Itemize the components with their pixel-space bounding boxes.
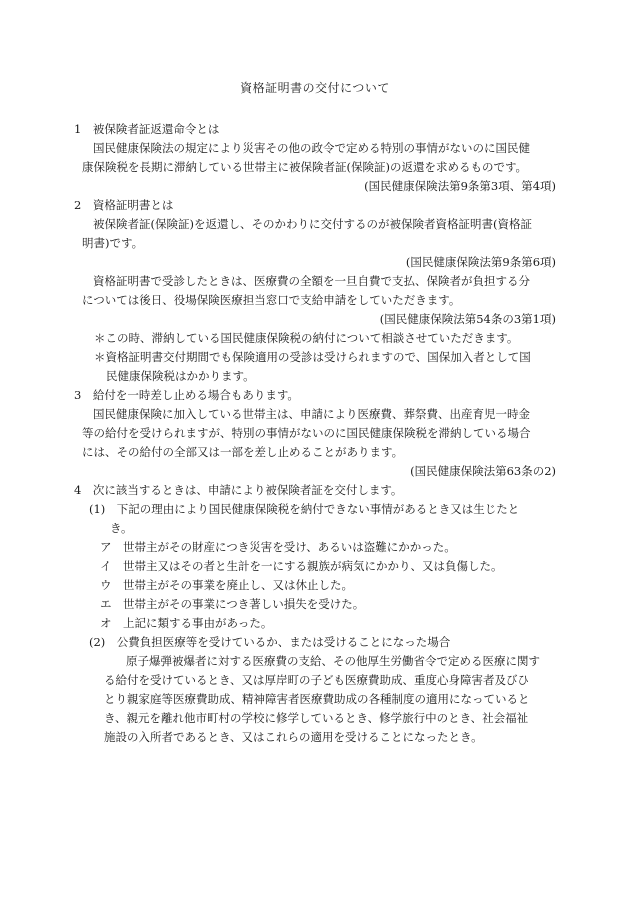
page-title: 資格証明書の交付について [240,81,390,95]
section-heading: 3 給付を一時差し止める場合もあります。 [74,388,299,402]
paragraph-line: については後日、役場保険医療担当窓口で支給申請をしていただきます。 [82,293,461,307]
note-line: ＊この時、滞納している国民健康保険税の納付について相談させていただきます。 [94,331,519,345]
paragraph-line: 等の給付を受けられますが、特別の事情がないのに国民健康保険税を滞納している場合 [82,426,531,440]
list-item: (2) 公費負担医療等を受けているか、または受けることになった場合 [89,635,451,649]
paragraph-line: き、親元を離れ他市町村の学校に修学しているとき、修学旅行中のとき、社会福祉 [104,711,529,725]
paragraph-line: には、その給付の全部又は一部を差し止めることがあります。 [82,445,404,459]
list-item: ウ 世帯主がその事業を廃止し、又は休止した。 [100,578,353,592]
paragraph-line: 資格証明書で受診したときは、医療費の全額を一旦自費で支払、保険者が負担する分 [93,274,530,288]
paragraph-line: 康保険税を長期に滞納している世帯主に被保険者証(保険証)の返還を求めるものです。 [82,160,528,174]
paragraph-line: とり親家庭等医療費助成、精神障害者医療費助成の各種制度の適用になっていると [104,692,530,706]
list-item: エ 世帯主がその事業につき著しい損失を受けた。 [100,597,365,611]
paragraph-line: 国民健康保険法の規定により災害その他の政令で定める特別の事情がないのに国民健 [93,141,530,155]
paragraph-line: る給付を受けているとき、又は厚岸町の子ども医療費助成、重度心身障害者及びひ [104,673,530,687]
note-line: ＊資格証明書交付期間でも保険適用の受診は受けられますので、国保加入者として国 [94,350,531,364]
legal-citation: (国民健康保険法第9条第6項) [405,255,556,269]
note-line: 民健康保険税はかかります。 [106,369,255,383]
list-item: イ 世帯主又はその者と生計を一にする親族が病気にかかり、又は負傷した。 [100,559,503,573]
list-item: オ 上記に類する事由があった。 [100,616,273,630]
legal-citation: (国民健康保険法第54条の3第1項) [379,312,556,326]
list-item: き。 [110,521,133,535]
paragraph-line: 明書)です。 [82,236,144,250]
legal-citation: (国民健康保険法第9条第3項、第4項) [364,179,556,193]
legal-citation: (国民健康保険法第63条の2) [410,464,556,478]
document-body [72,120,558,747]
list-item: ア 世帯主がその財産につき災害を受け、あるいは盗難にかかった。 [100,540,456,554]
paragraph-line: 被保険者証(保険証)を返還し、そのかわりに交付するのが被保険者資格証明書(資格証 [93,217,532,231]
list-item: (1) 下記の理由により国民健康保険税を納付できない事情があるとき又は生じたと [89,502,520,516]
paragraph-line: 原子爆弾被爆者に対する医療費の支給、その他厚生労働省令で定める医療に関す [126,654,540,668]
paragraph-line: 国民健康保険に加入している世帯主は、申請により医療費、葬祭費、出産育児一時金 [93,407,530,421]
section-heading: 2 資格証明書とは [74,198,174,212]
paragraph-line: 施設の入所者であるとき、又はこれらの適用を受けることになったとき。 [104,730,483,744]
section-heading: 1 被保険者証返還命令とは [74,122,220,136]
section-heading: 4 次に該当するときは、申請により被保険者証を交付します。 [74,483,403,497]
